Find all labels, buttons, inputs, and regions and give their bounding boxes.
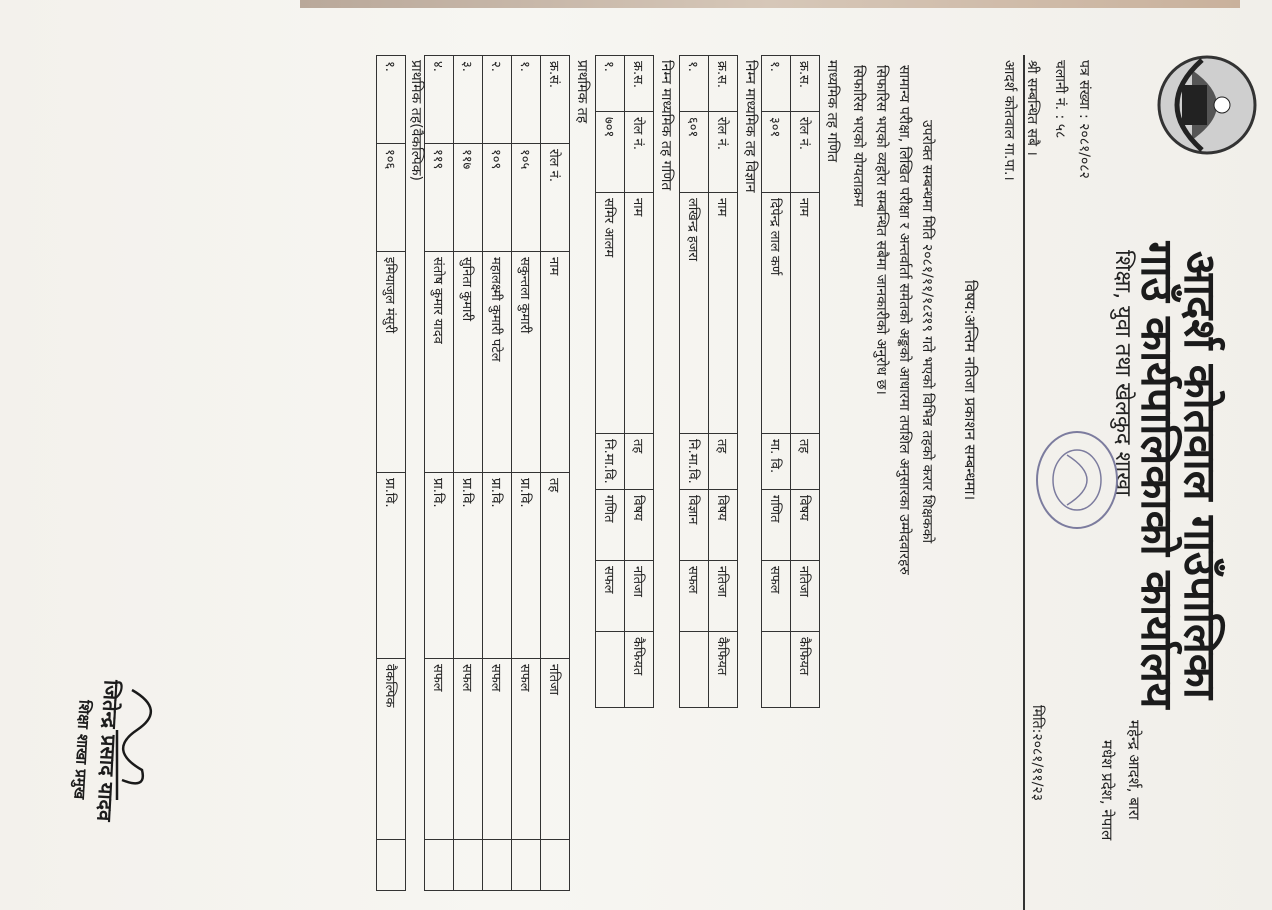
col-header: नतिजा xyxy=(541,659,570,840)
table-row xyxy=(454,56,483,891)
recipient-line-1: श्री सम्बन्धित सबै । xyxy=(1024,60,1040,156)
subject-line: विषय:अन्तिम नतिजा प्रकाशन सम्बन्धमा। xyxy=(961,280,979,501)
col-header: कैफियत xyxy=(709,632,738,708)
cell-result: सफल xyxy=(425,659,454,840)
col-header: तह xyxy=(541,473,570,659)
cell-roll: ११७ xyxy=(454,144,483,252)
col-header: क्र.स. xyxy=(709,56,738,112)
cell-result: सफल xyxy=(680,561,709,632)
cell-level: नि.मा.वि. xyxy=(596,434,625,490)
section-heading: प्राथमिक तह(वैकल्पिक) xyxy=(408,60,424,181)
cell-result: वैकल्पिक xyxy=(377,659,406,840)
col-header: रोल नं. xyxy=(625,112,654,193)
col-header: कैफियत xyxy=(791,632,820,708)
cell-result: सफल xyxy=(762,561,791,632)
letter-date: मिति:२०८१/११/२३ xyxy=(1029,705,1045,801)
cell-empty xyxy=(377,840,406,891)
cell-level: प्रा.वि. xyxy=(483,473,512,659)
col-header: नाम xyxy=(625,193,654,434)
col-header: नाम xyxy=(541,252,570,473)
cell-empty xyxy=(483,840,512,891)
cell-level: नि.मा.वि. xyxy=(680,434,709,490)
cell-empty xyxy=(454,840,483,891)
col-header: रोल नं. xyxy=(541,144,570,252)
table-row xyxy=(377,56,406,891)
cell-sn: १. xyxy=(680,56,709,112)
table-row xyxy=(680,56,709,708)
dispatch-number: चलानी नं. : ५८ xyxy=(1052,60,1068,139)
col-header: तह xyxy=(709,434,738,490)
table-row xyxy=(762,56,791,708)
table-header-row xyxy=(541,56,570,891)
cell-roll: १०५ xyxy=(512,144,541,252)
table-row xyxy=(512,56,541,891)
col-header: नाम xyxy=(709,193,738,434)
address-line-1: महेन्द्र आदर्श, बारा xyxy=(1125,720,1143,820)
results-table-alternative xyxy=(376,55,406,891)
cell-level: प्रा.वि. xyxy=(512,473,541,659)
table-header-row xyxy=(791,56,820,708)
results-table-primary xyxy=(424,55,570,891)
cell-roll: १०९ xyxy=(483,144,512,252)
cell-sn: ४. xyxy=(425,56,454,144)
recipient-line-2: आदर्श कोतवाल गा.पा.। xyxy=(1001,60,1017,181)
cell-name: सकुन्तला कुमारी xyxy=(512,252,541,473)
cell-subject: गणित xyxy=(762,490,791,561)
col-header: तह xyxy=(791,434,820,490)
cell-sn: १. xyxy=(762,56,791,112)
cell-remarks xyxy=(762,632,791,708)
table-row xyxy=(483,56,512,891)
cell-sn: १. xyxy=(512,56,541,144)
cell-remarks xyxy=(596,632,625,708)
table-row xyxy=(425,56,454,891)
col-header: रोल नं. xyxy=(709,112,738,193)
section-heading: निम्न माध्यमिक तह विज्ञान xyxy=(742,60,758,193)
office-title-2: गाउँ कार्यपालिकाको कार्यालय xyxy=(1131,241,1182,709)
section-heading: माध्यमिक तह गणित xyxy=(824,60,840,163)
cell-level: मा. वि. xyxy=(762,434,791,490)
cell-subject: विज्ञान xyxy=(680,490,709,561)
col-header: नतिजा xyxy=(709,561,738,632)
cell-result: सफल xyxy=(483,659,512,840)
results-table xyxy=(595,55,654,708)
cell-empty xyxy=(425,840,454,891)
col-header: विषय xyxy=(709,490,738,561)
col-header: क्र.सं. xyxy=(541,56,570,144)
results-table xyxy=(679,55,738,708)
signatory-title: शिक्षा शाखा प्रमुख xyxy=(70,699,94,800)
cell-level: प्रा.वि. xyxy=(425,473,454,659)
cell-name: सुनिता कुमारी xyxy=(454,252,483,473)
body-line-2: सामान्य परीक्षा, लिखित परीक्षा र अन्तर्वार्ता समेतको अङ्कको आधारमा तपशिल अनुसारका उम्मेदवारहरु xyxy=(896,65,912,575)
signatory-name: जितेन्द्र प्रसाद यादव xyxy=(92,679,124,822)
table-header-row xyxy=(625,56,654,708)
cell-name: इमियाजुल मंसुरी xyxy=(377,252,406,473)
col-header: नतिजा xyxy=(791,561,820,632)
results-table xyxy=(761,55,820,708)
cell-result: सफल xyxy=(454,659,483,840)
cell-name: महालक्ष्मी कुमारी पटेल xyxy=(483,252,512,473)
section-heading: प्राथमिक तह xyxy=(574,60,590,124)
cell-roll: १०६ xyxy=(377,144,406,252)
cell-level: प्रा.वि. xyxy=(454,473,483,659)
cell-name: समिर आलम xyxy=(596,193,625,434)
col-header: क्र.स. xyxy=(791,56,820,112)
cell-roll: ७०१ xyxy=(596,112,625,193)
col-header: कैफियत xyxy=(625,632,654,708)
cell-name: दिपेन्द्र लाल कर्ण xyxy=(762,193,791,434)
col-header-empty xyxy=(541,840,570,891)
cell-roll: ६०१ xyxy=(680,112,709,193)
cell-empty xyxy=(512,840,541,891)
col-header: विषय xyxy=(791,490,820,561)
cell-subject: गणित xyxy=(596,490,625,561)
col-header: तह xyxy=(625,434,654,490)
nepal-emblem-logo xyxy=(1152,50,1262,160)
table-header-row xyxy=(709,56,738,708)
header-divider xyxy=(1023,55,1025,910)
table-row xyxy=(596,56,625,708)
body-line-4: सिफारिस भएको योग्यताक्रम xyxy=(850,65,866,207)
cell-sn: ३. xyxy=(454,56,483,144)
col-header: क्र.स. xyxy=(625,56,654,112)
cell-roll: ११९ xyxy=(425,144,454,252)
body-line-3: सिफारिस भएको व्यहोरा सम्बन्धित सबैमा जानकारीको अनुरोध छ। xyxy=(873,65,889,395)
cell-sn: १. xyxy=(377,56,406,144)
cell-level: प्रा.वि. xyxy=(377,473,406,659)
address-line-2: मधेश प्रदेश, नेपाल xyxy=(1098,740,1116,841)
col-header: नतिजा xyxy=(625,561,654,632)
branch-name: शिक्षा, युवा तथा खेलकुद शाखा xyxy=(1110,250,1135,496)
cell-sn: २. xyxy=(483,56,512,144)
col-header: नाम xyxy=(791,193,820,434)
office-title: आदर्श कोतवाल गाउँपालिका xyxy=(1174,251,1225,699)
letter-number: पत्र संख्या : २०८१/०८२ xyxy=(1076,60,1092,179)
cell-result: सफल xyxy=(596,561,625,632)
col-header: विषय xyxy=(625,490,654,561)
col-header: रोल नं. xyxy=(791,112,820,193)
cell-name: संतोष कुमार यादव xyxy=(425,252,454,473)
cell-roll: ३०१ xyxy=(762,112,791,193)
cell-sn: १. xyxy=(596,56,625,112)
section-heading: निम्न माध्यमिक तह गणित xyxy=(658,60,674,191)
cell-remarks xyxy=(680,632,709,708)
office-seal-stamp xyxy=(1017,420,1127,540)
cell-result: सफल xyxy=(512,659,541,840)
cell-name: लखिन्द्र हजरा xyxy=(680,193,709,434)
body-line-1: उपरोक्त सम्बन्धमा मिति २०८१/११/१८र१९ गते भएको विभिन्न तहको करार शिक्षकको xyxy=(919,120,935,544)
